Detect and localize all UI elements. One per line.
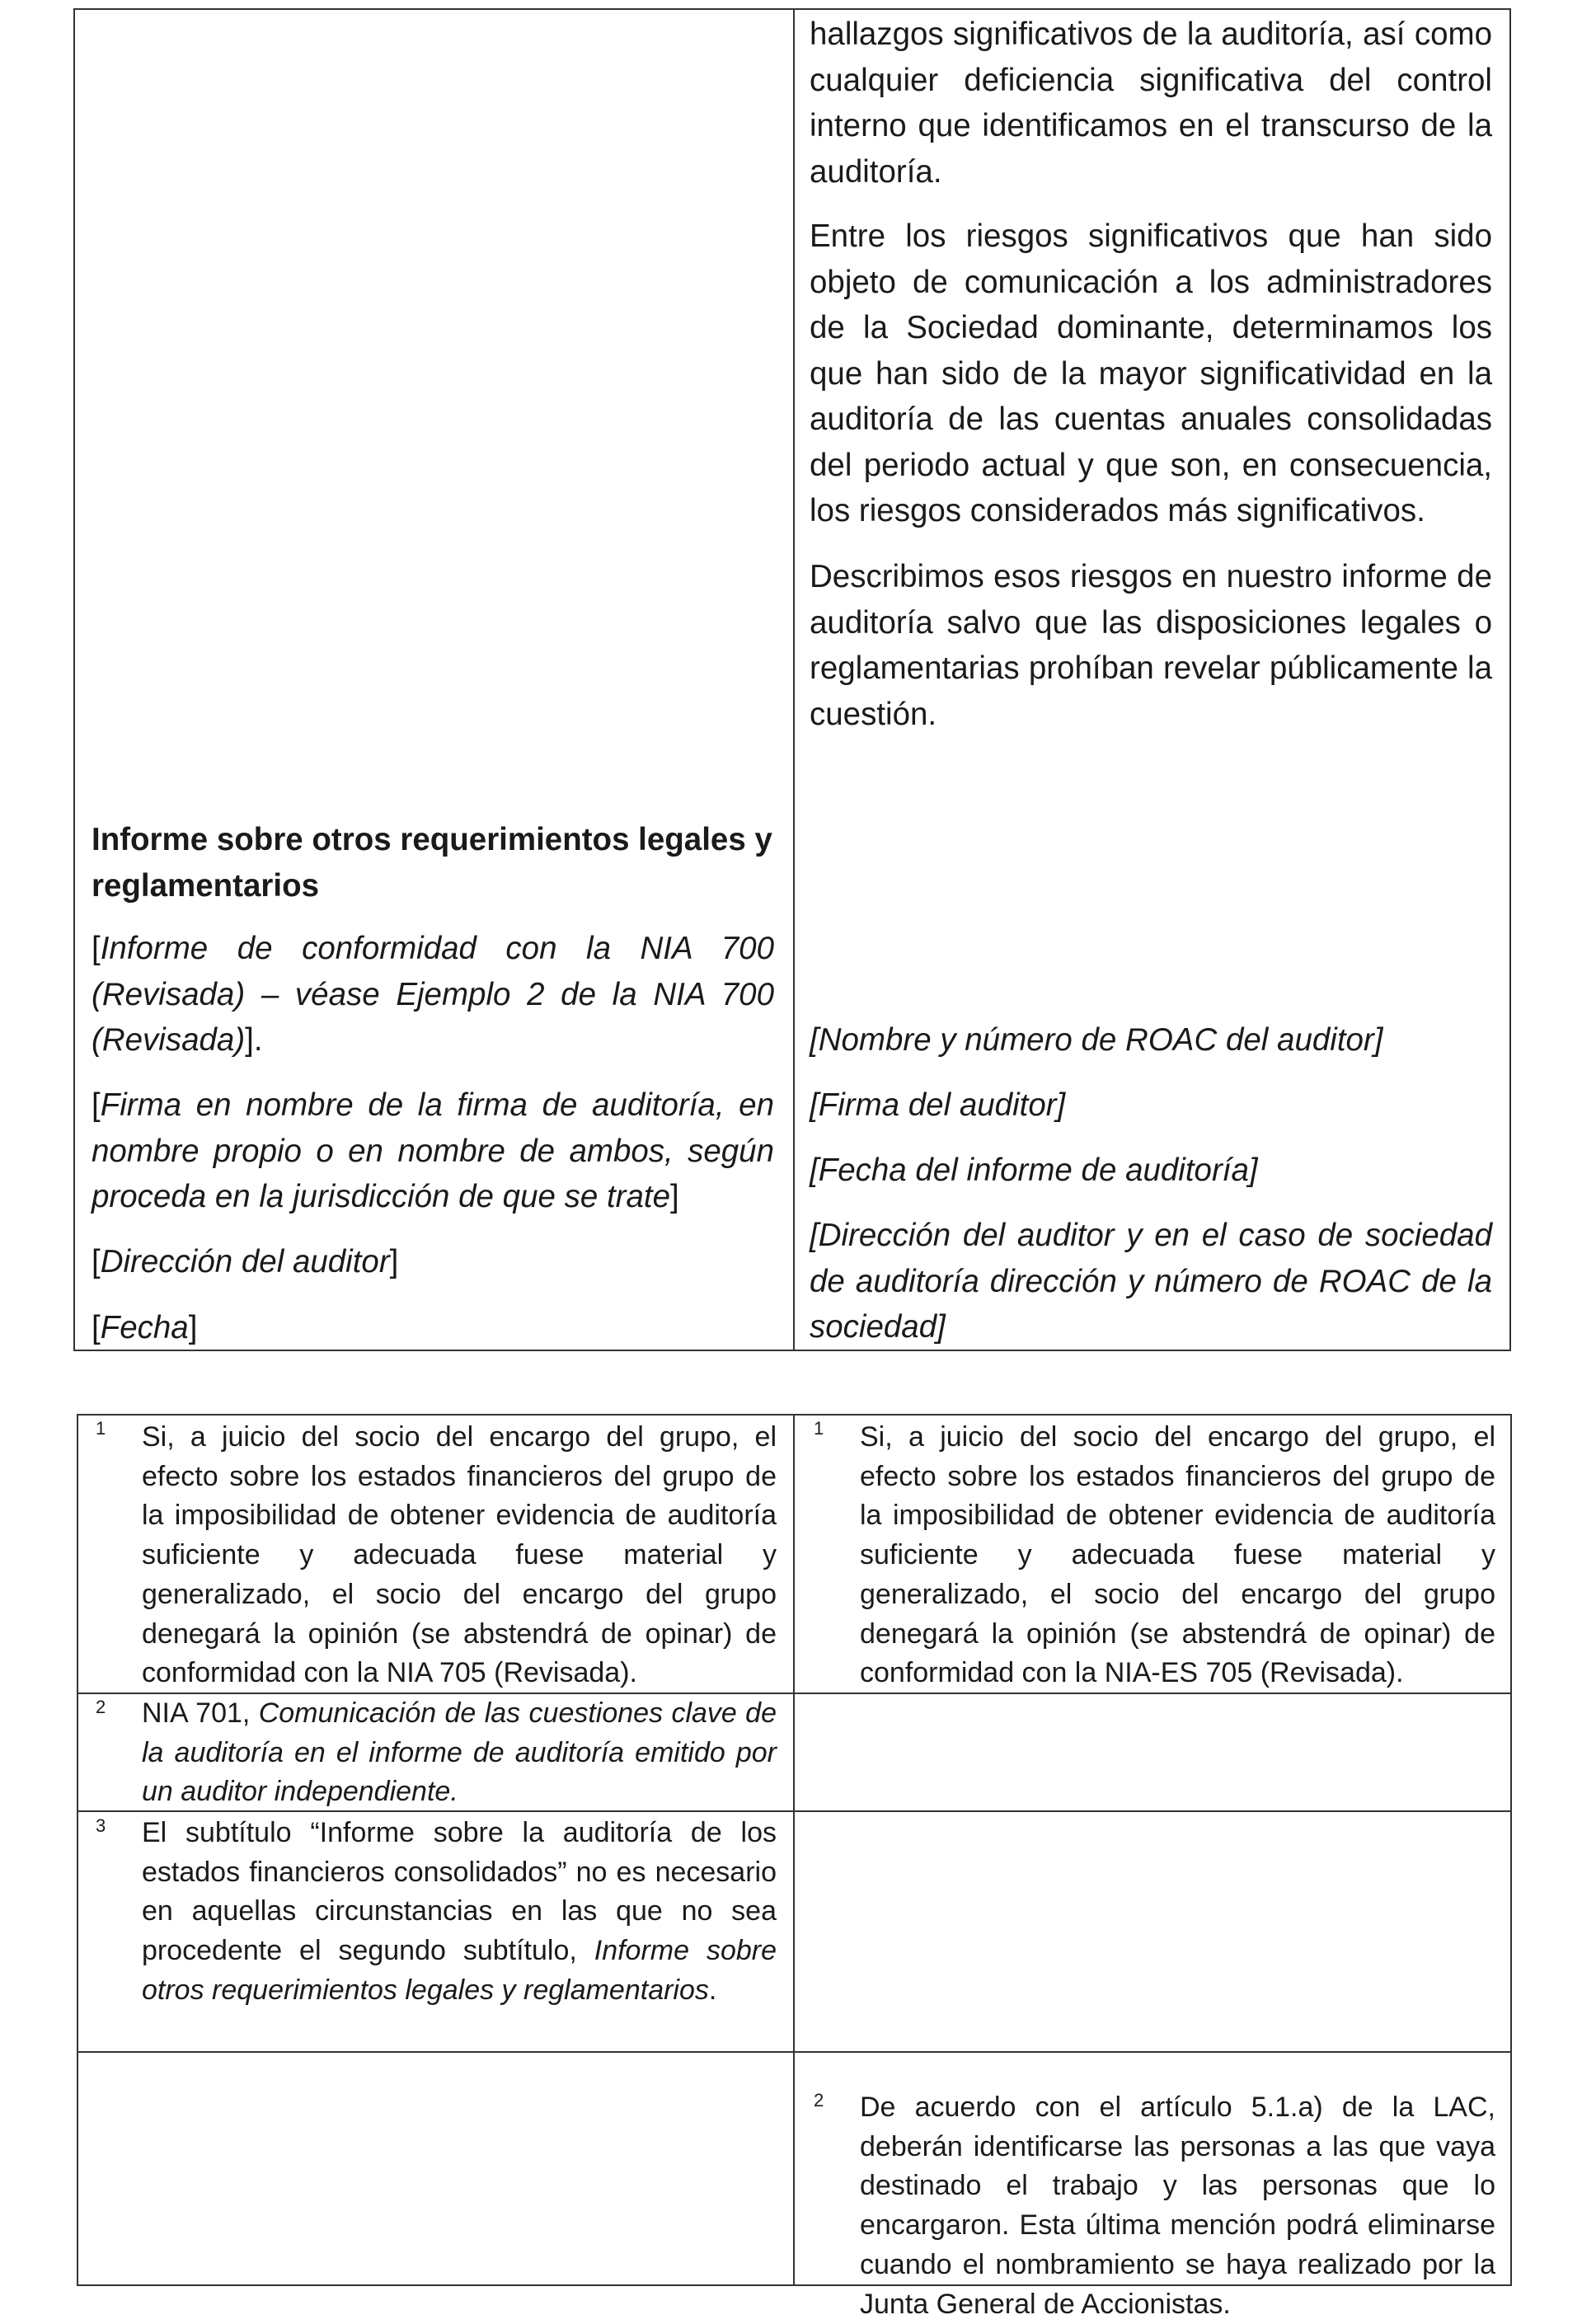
footnote-table-border-divider [793,1414,795,2286]
top-table-border-right [1509,8,1511,1351]
left-firma-text: Firma en nombre de la firma de auditoría, en nombre propio o en nombre de ambos, según proceda en la jurisdicción de que se trate [92,1087,774,1214]
right-describe-paragraph: Describimos esos riesgos en nuestro informe de auditoría salvo que las disposiciones legales o reglamentarias prohíban revelar públicamente la cuestión. [810,559,1492,732]
right-firma-auditor: [Firma del auditor] [810,1087,1066,1123]
top-table-border-top [73,8,1511,10]
right-risks-paragraph: Entre los riesgos significativos que han sido objeto de comunicación a los administradores de la Sociedad dominante, determinamos los que han sido de la mayor significatividad en la auditoría de las cuentas anuales consolidadas del periodo actual y que son, en consecuencia, los riesgos considerados más significativos. [810,218,1492,528]
right-fecha-informe: [Fecha del informe de auditoría] [810,1153,1258,1188]
footnote-left-1-text: Si, a juicio del socio del encargo del grupo, el efecto sobre los estados financieros del grupo de la imposibilidad de obtener evidencia de auditoría suficiente y adecuada fuese material y generalizado, el socio del encargo del grupo denegará la opinión (se abstendrá de opinar) de conformidad con la NIA 705 (Revisada). [142,1421,777,1689]
left-direccion-text: Dirección del auditor [100,1244,390,1279]
left-fecha-text: Fecha [100,1310,189,1345]
left-informe-bracket: [Informe de conformidad con la NIA 700 (Revisada) – véase Ejemplo 2 de la NIA 700 (Revisada)]. [92,931,774,1058]
footnote-number: 1 [96,1418,106,1439]
left-informe-text: Informe de conformidad con la NIA 700 (Revisada) – véase Ejemplo 2 de la NIA 700 (Revisada) [92,931,774,1058]
footnote-number: 2 [96,1697,106,1717]
footnote-left-2-title: Comunicación de las cuestiones clave de la auditoría en el informe de auditoría emitido por un auditor independiente. [142,1697,777,1808]
footnote-left-3-suffix: . [708,1974,717,2006]
footnote-left-3-title: Informe sobre otros requerimientos legales y reglamentarios [142,1935,777,2006]
footnote-left-2-prefix: NIA 701, [142,1697,259,1729]
right-nombre-roac: [Nombre y número de ROAC del auditor] [810,1022,1383,1058]
section-heading-legal-requirements: Informe sobre otros requerimientos legales y reglamentarios [92,822,772,904]
footnote-table-border-right [1510,1414,1512,2286]
footnote-number: 1 [814,1418,824,1439]
left-direccion-bracket: [Dirección del auditor] [92,1244,399,1279]
left-firma-bracket: [Firma en nombre de la firma de auditoría, en nombre propio o en nombre de ambos, según proceda en la jurisdicción de que se trate] [92,1087,774,1214]
footnote-table-border-left [77,1414,78,2286]
footnote-number: 3 [96,1815,106,1836]
footnote-row-divider-3 [77,2051,1512,2053]
footnote-left-3-body: El subtítulo “Informe sobre la auditoría de los estados financieros consolidados” no es necesario en aquellas circunstancias en las que no sea procedente el segundo subtítulo, [142,1817,777,1967]
footnote-left-3-text [142,1814,777,2011]
right-intro-paragraph: hallazgos significativos de la auditoría, así como cualquier deficiencia significativa del control interno que identificamos en el transcurso de la auditoría. [810,16,1492,190]
left-fecha-bracket: [Fecha] [92,1310,198,1345]
footnote-left-2-text [142,1694,777,1812]
right-direccion-auditor: [Dirección del auditor y en el caso de sociedad de auditoría dirección y número de ROAC de la sociedad] [810,1218,1492,1345]
footnote-right-2-text: De acuerdo con el artículo 5.1.a) de la LAC, deberán identificarse las personas a las que vaya destinado el trabajo y las personas que lo encargaron. Esta última mención podrá eliminarse cuando el nombramiento se haya realizado por la Junta General de Accionistas. [860,2092,1495,2320]
footnote-right-1-text: Si, a juicio del socio del encargo del grupo, el efecto sobre los estados financieros del grupo de la imposibilidad de obtener evidencia de auditoría suficiente y adecuada fuese material y generalizado, el socio del encargo del grupo denegará la opinión (se abstendrá de opinar) de conformidad con la NIA-ES 705 (Revisada). [860,1421,1495,1689]
top-table-border-left [73,8,75,1351]
top-table-border-divider [793,8,795,1351]
footnote-number: 2 [814,2090,824,2110]
